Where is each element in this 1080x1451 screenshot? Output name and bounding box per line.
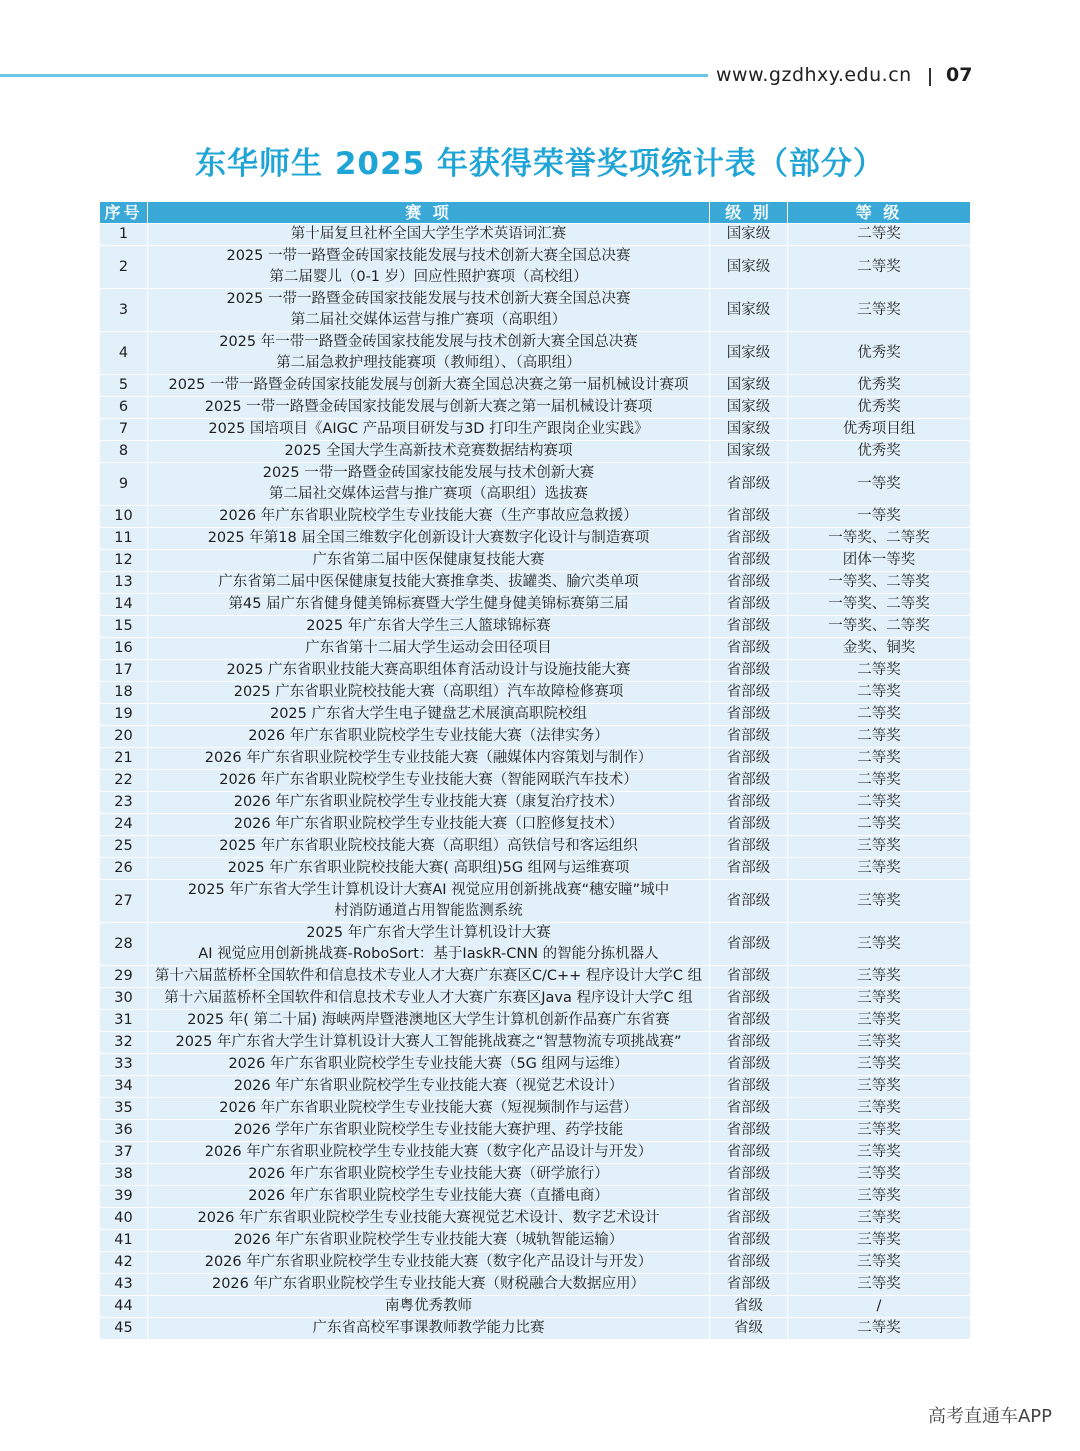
cell-level: 省部级 — [710, 506, 788, 528]
cell-grade: 二等奖 — [788, 682, 971, 704]
table-row — [100, 1318, 971, 1340]
cell-event: 2025 年( 第二十届) 海峡两岸暨港澳地区大学生计算机创新作品赛广东省赛 — [148, 1010, 710, 1032]
cell-level: 省级 — [710, 1296, 788, 1318]
cell-grade: 二等奖 — [788, 224, 971, 246]
table-row — [100, 616, 971, 638]
cell-event: 2025 一带一路暨金砖国家技能发展与创新大赛全国总决赛之第一届机械设计赛项 — [148, 375, 710, 397]
column-header-level: 级 别 — [710, 202, 788, 224]
table-row — [100, 1076, 971, 1098]
cell-no: 32 — [100, 1032, 148, 1054]
table-row — [100, 594, 971, 616]
cell-event: 2025 一带一路暨金砖国家技能发展与创新大赛之第一届机械设计赛项 — [148, 397, 710, 419]
cell-no: 39 — [100, 1186, 148, 1208]
cell-level: 省部级 — [710, 594, 788, 616]
cell-event: 2025 年广东省大学生计算机设计大赛人工智能挑战赛之“智慧物流专项挑战赛” — [148, 1032, 710, 1054]
table-row — [100, 441, 971, 463]
cell-level: 省部级 — [710, 1098, 788, 1120]
cell-event: 2026 年广东省职业院校学生专业技能大赛（口腔修复技术） — [148, 814, 710, 836]
cell-no: 44 — [100, 1296, 148, 1318]
cell-no: 4 — [100, 332, 148, 375]
cell-event: 2026 年广东省职业院校学生专业技能大赛（康复治疗技术） — [148, 792, 710, 814]
cell-no: 5 — [100, 375, 148, 397]
cell-no: 12 — [100, 550, 148, 572]
table-row — [100, 704, 971, 726]
cell-level: 省部级 — [710, 572, 788, 594]
table-row — [100, 770, 971, 792]
cell-level: 省部级 — [710, 550, 788, 572]
table-row — [100, 550, 971, 572]
cell-no: 16 — [100, 638, 148, 660]
cell-grade: 团体一等奖 — [788, 550, 971, 572]
header-rule — [0, 74, 708, 77]
cell-event: 广东省第十二届大学生运动会田径项目 — [148, 638, 710, 660]
cell-event: 南粤优秀教师 — [148, 1296, 710, 1318]
cell-grade: 三等奖 — [788, 836, 971, 858]
cell-grade: 三等奖 — [788, 1054, 971, 1076]
watermark: 高考直通车APP — [927, 1406, 1052, 1427]
table-row — [100, 1142, 971, 1164]
cell-no: 9 — [100, 463, 148, 506]
cell-event: 广东省高校军事课教师教学能力比赛 — [148, 1318, 710, 1340]
cell-level: 省部级 — [710, 836, 788, 858]
cell-event: 2026 年广东省职业院校学生专业技能大赛（数字化产品设计与开发） — [148, 1142, 710, 1164]
cell-level: 国家级 — [710, 332, 788, 375]
cell-grade: 三等奖 — [788, 988, 971, 1010]
table-row — [100, 572, 971, 594]
cell-grade: 二等奖 — [788, 704, 971, 726]
cell-level: 省部级 — [710, 966, 788, 988]
cell-no: 17 — [100, 660, 148, 682]
cell-grade: 三等奖 — [788, 880, 971, 923]
cell-event: 第十六届蓝桥杯全国软件和信息技术专业人才大赛广东赛区Java 程序设计大学C 组 — [148, 988, 710, 1010]
cell-grade: 三等奖 — [788, 1142, 971, 1164]
cell-grade: 二等奖 — [788, 246, 971, 289]
cell-no: 38 — [100, 1164, 148, 1186]
cell-grade: 三等奖 — [788, 858, 971, 880]
cell-level: 省部级 — [710, 463, 788, 506]
cell-grade: 二等奖 — [788, 726, 971, 748]
cell-event: 2025 一带一路暨金砖国家技能发展与技术创新大赛 第二届社交媒体运营与推广赛项（高职组）选拔赛 — [148, 463, 710, 506]
table-header-row — [100, 202, 971, 224]
table-row — [100, 966, 971, 988]
table-row — [100, 224, 971, 246]
cell-grade: 优秀奖 — [788, 441, 971, 463]
cell-event: 广东省第二届中医保健康复技能大赛 — [148, 550, 710, 572]
table-row — [100, 836, 971, 858]
cell-no: 22 — [100, 770, 148, 792]
cell-no: 3 — [100, 289, 148, 332]
table-row — [100, 1230, 971, 1252]
cell-level: 国家级 — [710, 419, 788, 441]
cell-grade: 一等奖、二等奖 — [788, 616, 971, 638]
cell-event: 2025 年第18 届全国三维数字化创新设计大赛数字化设计与制造赛项 — [148, 528, 710, 550]
cell-no: 6 — [100, 397, 148, 419]
cell-no: 33 — [100, 1054, 148, 1076]
cell-event: 2026 年广东省职业院校学生专业技能大赛（视觉艺术设计） — [148, 1076, 710, 1098]
cell-no: 25 — [100, 836, 148, 858]
cell-grade: 三等奖 — [788, 1076, 971, 1098]
cell-level: 国家级 — [710, 397, 788, 419]
cell-grade: 一等奖 — [788, 506, 971, 528]
cell-no: 7 — [100, 419, 148, 441]
table-row — [100, 1010, 971, 1032]
table-row — [100, 660, 971, 682]
table-row — [100, 858, 971, 880]
cell-no: 27 — [100, 880, 148, 923]
table-row — [100, 726, 971, 748]
cell-event: 2026 年广东省职业院校学生专业技能大赛（直播电商） — [148, 1186, 710, 1208]
cell-grade: 二等奖 — [788, 748, 971, 770]
cell-level: 省部级 — [710, 1142, 788, 1164]
cell-level: 省部级 — [710, 770, 788, 792]
page-number: 07 — [946, 64, 973, 86]
table-row — [100, 419, 971, 441]
cell-level: 省部级 — [710, 923, 788, 966]
cell-event: 2025 广东省大学生电子键盘艺术展演高职院校组 — [148, 704, 710, 726]
cell-event: 2025 国培项目《AIGC 产品项目研发与3D 打印生产跟岗企业实践》 — [148, 419, 710, 441]
cell-level: 省部级 — [710, 638, 788, 660]
cell-grade: 三等奖 — [788, 1010, 971, 1032]
cell-no: 23 — [100, 792, 148, 814]
cell-no: 15 — [100, 616, 148, 638]
cell-event: 2025 年广东省大学生三人篮球锦标赛 — [148, 616, 710, 638]
cell-event: 2025 年广东省大学生计算机设计大赛 AI 视觉应用创新挑战赛-RoboSort：基于IaskR-CNN 的智能分拣机器人 — [148, 923, 710, 966]
cell-event: 2026 学年广东省职业院校学生专业技能大赛护理、药学技能 — [148, 1120, 710, 1142]
cell-grade: 三等奖 — [788, 1032, 971, 1054]
cell-grade: 二等奖 — [788, 770, 971, 792]
cell-grade: 金奖、铜奖 — [788, 638, 971, 660]
cell-no: 34 — [100, 1076, 148, 1098]
cell-level: 省部级 — [710, 1208, 788, 1230]
table-row — [100, 289, 971, 332]
table-row — [100, 1186, 971, 1208]
cell-no: 42 — [100, 1252, 148, 1274]
cell-level: 省部级 — [710, 1252, 788, 1274]
cell-grade: 优秀奖 — [788, 332, 971, 375]
cell-level: 省部级 — [710, 1010, 788, 1032]
cell-level: 国家级 — [710, 441, 788, 463]
cell-no: 29 — [100, 966, 148, 988]
table-row — [100, 1296, 971, 1318]
table-row — [100, 1164, 971, 1186]
cell-event: 2026 年广东省职业院校学生专业技能大赛视觉艺术设计、数字艺术设计 — [148, 1208, 710, 1230]
table-row — [100, 923, 971, 966]
cell-grade: 三等奖 — [788, 1120, 971, 1142]
cell-grade: 三等奖 — [788, 923, 971, 966]
cell-level: 省部级 — [710, 1076, 788, 1098]
cell-grade: 一等奖、二等奖 — [788, 572, 971, 594]
cell-grade: 三等奖 — [788, 289, 971, 332]
cell-level: 省部级 — [710, 1230, 788, 1252]
table-row — [100, 1054, 971, 1076]
cell-level: 省部级 — [710, 792, 788, 814]
column-header-grade: 等 级 — [788, 202, 971, 224]
cell-event: 2025 广东省职业技能大赛高职组体育活动设计与设施技能大赛 — [148, 660, 710, 682]
cell-event: 2026 年广东省职业院校学生专业技能大赛（法律实务） — [148, 726, 710, 748]
cell-level: 省部级 — [710, 858, 788, 880]
cell-event: 2026 年广东省职业院校学生专业技能大赛（短视频制作与运营） — [148, 1098, 710, 1120]
cell-level: 省部级 — [710, 616, 788, 638]
cell-no: 21 — [100, 748, 148, 770]
table-row — [100, 792, 971, 814]
cell-no: 20 — [100, 726, 148, 748]
cell-level: 省部级 — [710, 1186, 788, 1208]
cell-level: 国家级 — [710, 375, 788, 397]
table-row — [100, 638, 971, 660]
cell-grade: 一等奖 — [788, 463, 971, 506]
cell-level: 省部级 — [710, 988, 788, 1010]
table-row — [100, 1120, 971, 1142]
cell-grade: 一等奖、二等奖 — [788, 528, 971, 550]
cell-no: 30 — [100, 988, 148, 1010]
cell-no: 31 — [100, 1010, 148, 1032]
cell-event: 2025 年一带一路暨金砖国家技能发展与技术创新大赛全国总决赛 第二届急救护理技能赛项（教师组）、（高职组） — [148, 332, 710, 375]
cell-no: 43 — [100, 1274, 148, 1296]
cell-grade: 三等奖 — [788, 1208, 971, 1230]
cell-no: 1 — [100, 224, 148, 246]
cell-event: 2025 年广东省职业院校技能大赛（高职组）高铁信号和客运组织 — [148, 836, 710, 858]
cell-event: 2026 年广东省职业院校学生专业技能大赛（融媒体内容策划与制作） — [148, 748, 710, 770]
cell-grade: 三等奖 — [788, 1274, 971, 1296]
cell-level: 省部级 — [710, 1274, 788, 1296]
cell-grade: 二等奖 — [788, 1318, 971, 1340]
cell-level: 省部级 — [710, 1032, 788, 1054]
cell-grade: 三等奖 — [788, 966, 971, 988]
table-row — [100, 1032, 971, 1054]
cell-level: 省部级 — [710, 704, 788, 726]
cell-event: 2026 年广东省职业院校学生专业技能大赛（数字化产品设计与开发） — [148, 1252, 710, 1274]
cell-grade: 三等奖 — [788, 1252, 971, 1274]
cell-grade: 优秀奖 — [788, 397, 971, 419]
cell-no: 41 — [100, 1230, 148, 1252]
cell-event: 2025 年广东省职业院校技能大赛( 高职组)5G 组网与运维赛项 — [148, 858, 710, 880]
cell-grade: 二等奖 — [788, 792, 971, 814]
cell-level: 省部级 — [710, 748, 788, 770]
table-row — [100, 397, 971, 419]
table-row — [100, 748, 971, 770]
cell-no: 10 — [100, 506, 148, 528]
cell-no: 35 — [100, 1098, 148, 1120]
cell-event: 2026 年广东省职业院校学生专业技能大赛（生产事故应急救援） — [148, 506, 710, 528]
cell-grade: 优秀项目组 — [788, 419, 971, 441]
table-row — [100, 1208, 971, 1230]
page-title: 东华师生 2025 年获得荣誉奖项统计表（部分） — [195, 146, 885, 182]
cell-grade: 三等奖 — [788, 1098, 971, 1120]
site-url[interactable]: www.gzdhxy.edu.cn — [716, 64, 912, 86]
cell-no: 40 — [100, 1208, 148, 1230]
cell-event: 2026 年广东省职业院校学生专业技能大赛（5G 组网与运维） — [148, 1054, 710, 1076]
cell-grade: 三等奖 — [788, 1230, 971, 1252]
cell-event: 2025 全国大学生高新技术竞赛数据结构赛项 — [148, 441, 710, 463]
table-row — [100, 332, 971, 375]
cell-no: 36 — [100, 1120, 148, 1142]
cell-event: 2026 年广东省职业院校学生专业技能大赛（智能网联汽车技术） — [148, 770, 710, 792]
table-body — [100, 224, 971, 1340]
table-row — [100, 1252, 971, 1274]
table-row — [100, 1274, 971, 1296]
cell-level: 省部级 — [710, 1164, 788, 1186]
cell-level: 省部级 — [710, 814, 788, 836]
cell-level: 国家级 — [710, 246, 788, 289]
cell-event: 2026 年广东省职业院校学生专业技能大赛（财税融合大数据应用） — [148, 1274, 710, 1296]
table-row — [100, 988, 971, 1010]
header-separator — [929, 68, 931, 86]
cell-no: 11 — [100, 528, 148, 550]
cell-grade: 优秀奖 — [788, 375, 971, 397]
table-row — [100, 880, 971, 923]
cell-level: 省部级 — [710, 660, 788, 682]
table-row — [100, 528, 971, 550]
table-row — [100, 814, 971, 836]
cell-no: 28 — [100, 923, 148, 966]
cell-no: 13 — [100, 572, 148, 594]
cell-event: 2025 年广东省大学生计算机设计大赛AI 视觉应用创新挑战赛“穗安瞳”城中 村消防通道占用智能监测系统 — [148, 880, 710, 923]
table-row — [100, 682, 971, 704]
cell-event: 2025 一带一路暨金砖国家技能发展与技术创新大赛全国总决赛 第二届社交媒体运营与推广赛项（高职组） — [148, 289, 710, 332]
cell-event: 2026 年广东省职业院校学生专业技能大赛（城轨智能运输） — [148, 1230, 710, 1252]
cell-level: 省级 — [710, 1318, 788, 1340]
cell-no: 8 — [100, 441, 148, 463]
cell-no: 19 — [100, 704, 148, 726]
table-row — [100, 463, 971, 506]
cell-event: 2025 广东省职业院校技能大赛（高职组）汽车故障检修赛项 — [148, 682, 710, 704]
cell-level: 省部级 — [710, 682, 788, 704]
cell-level: 国家级 — [710, 289, 788, 332]
cell-level: 国家级 — [710, 224, 788, 246]
cell-level: 省部级 — [710, 528, 788, 550]
cell-level: 省部级 — [710, 880, 788, 923]
cell-grade: 二等奖 — [788, 660, 971, 682]
cell-no: 37 — [100, 1142, 148, 1164]
table-row — [100, 246, 971, 289]
cell-no: 24 — [100, 814, 148, 836]
cell-event: 广东省第二届中医保健康复技能大赛推拿类、拔罐类、腧穴类单项 — [148, 572, 710, 594]
cell-event: 2025 一带一路暨金砖国家技能发展与技术创新大赛全国总决赛 第二届婴儿（0-1 岁）回应性照护赛项（高校组） — [148, 246, 710, 289]
cell-grade: 一等奖、二等奖 — [788, 594, 971, 616]
cell-event: 2026 年广东省职业院校学生专业技能大赛（研学旅行） — [148, 1164, 710, 1186]
cell-level: 省部级 — [710, 1120, 788, 1142]
cell-event: 第十六届蓝桥杯全国软件和信息技术专业人才大赛广东赛区C/C++ 程序设计大学C 组 — [148, 966, 710, 988]
awards-table — [99, 201, 971, 1340]
column-header-event: 赛 项 — [148, 202, 710, 224]
column-header-no: 序号 — [100, 202, 148, 224]
cell-no: 45 — [100, 1318, 148, 1340]
cell-event: 第十届复旦社杯全国大学生学术英语词汇赛 — [148, 224, 710, 246]
cell-grade: 三等奖 — [788, 1164, 971, 1186]
cell-no: 2 — [100, 246, 148, 289]
cell-grade: 三等奖 — [788, 1186, 971, 1208]
cell-grade: 二等奖 — [788, 814, 971, 836]
cell-no: 14 — [100, 594, 148, 616]
table-row — [100, 506, 971, 528]
cell-no: 26 — [100, 858, 148, 880]
table-row — [100, 1098, 971, 1120]
cell-grade: / — [788, 1296, 971, 1318]
cell-event: 第45 届广东省健身健美锦标赛暨大学生健身健美锦标赛第三届 — [148, 594, 710, 616]
cell-level: 省部级 — [710, 1054, 788, 1076]
table-row — [100, 375, 971, 397]
cell-level: 省部级 — [710, 726, 788, 748]
cell-no: 18 — [100, 682, 148, 704]
